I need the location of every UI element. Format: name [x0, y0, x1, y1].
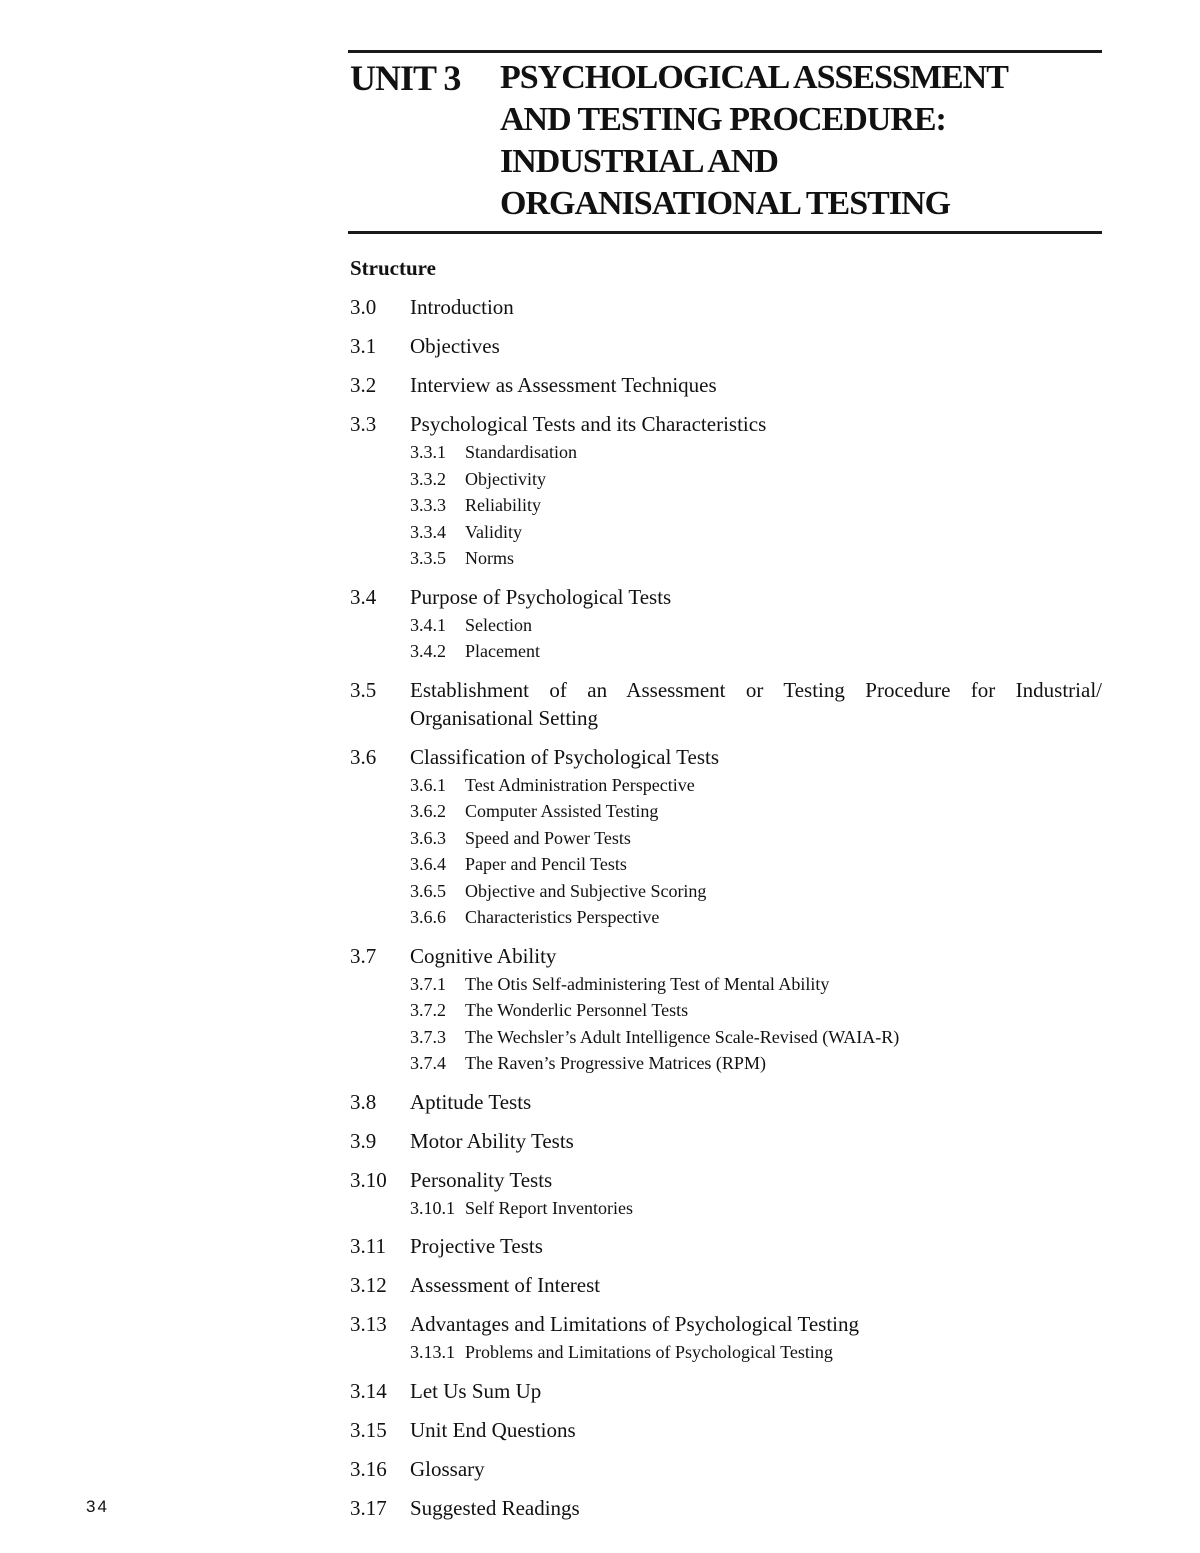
toc-subentry	[410, 904, 1102, 931]
toc-subentry	[410, 971, 1102, 998]
toc-entry-title: Aptitude Tests	[410, 1089, 532, 1114]
toc-entry-number: 3.4	[350, 584, 377, 609]
toc-entry-title: Classification of Psychological Tests	[410, 744, 720, 769]
toc-entry-number: 3.13	[350, 1312, 387, 1336]
toc-entry-row	[350, 410, 1102, 438]
unit-title: PSYCHOLOGICAL ASSESSMENT AND TESTING PROCEDURE: INDUSTRIAL AND ORGANISATIONAL TESTING	[500, 59, 1008, 222]
toc-subentry-list	[410, 971, 1102, 1077]
toc-subentry-number: 3.4.2	[410, 641, 446, 661]
toc-subentry-number: 3.6.4	[410, 854, 446, 874]
toc-entry-title: Projective Tests	[410, 1234, 543, 1258]
bottom-rule	[348, 231, 1102, 234]
toc-subentry-number: 3.3.4	[410, 521, 446, 542]
document-body	[348, 50, 1102, 1522]
toc-subentry-number: 3.10.1	[410, 1197, 455, 1218]
toc-subentry	[410, 1195, 1102, 1222]
toc-subentry	[410, 1339, 1102, 1366]
toc-entry-row	[350, 1127, 1102, 1155]
toc-entry-number: 3.10	[350, 1167, 387, 1192]
toc-entry-number: 3.9	[350, 1128, 377, 1153]
toc-subentry-number: 3.4.1	[410, 614, 446, 635]
toc-entry-title: Personality Tests	[410, 1167, 553, 1192]
toc-subentry-title: Paper and Pencil Tests	[465, 854, 627, 874]
toc-entry-title: Purpose of Psychological Tests	[410, 584, 672, 609]
toc-entry-title: Advantages and Limitations of Psychological Testing	[410, 1312, 859, 1336]
toc-entry	[350, 371, 1102, 399]
toc-subentry-title: Self Report Inventories	[465, 1197, 633, 1218]
toc-subentry-number: 3.13.1	[410, 1342, 455, 1362]
toc-entry-row	[350, 1232, 1102, 1260]
toc-subentry	[410, 519, 1102, 546]
toc-entry-title: Cognitive Ability	[410, 943, 557, 968]
toc-subentry-number: 3.6.1	[410, 774, 446, 795]
toc-subentry-title: Norms	[465, 548, 514, 568]
toc-subentry	[410, 851, 1102, 878]
toc-subentry	[410, 1050, 1102, 1077]
toc-entry	[350, 1271, 1102, 1299]
toc-subentry	[410, 545, 1102, 572]
toc-subentry-number: 3.6.5	[410, 880, 446, 901]
toc-subentry	[410, 612, 1102, 639]
toc-subentry-title: Problems and Limitations of Psychological Testing	[465, 1342, 833, 1362]
table-of-contents	[350, 293, 1102, 1522]
toc-entry-row	[350, 332, 1102, 360]
toc-subentry-number: 3.7.3	[410, 1026, 446, 1047]
toc-entry-row	[350, 1088, 1102, 1116]
toc-subentry-number: 3.3.1	[410, 442, 446, 462]
toc-subentry-title: Reliability	[465, 495, 541, 515]
toc-entry-row	[350, 676, 1102, 732]
toc-subentry	[410, 1024, 1102, 1051]
toc-subentry-list	[410, 772, 1102, 931]
toc-entry-number: 3.2	[350, 373, 377, 397]
toc-subentry-list	[410, 612, 1102, 665]
toc-subentry-title: The Wonderlic Personnel Tests	[465, 1000, 689, 1020]
toc-entry-title: Assessment of Interest	[410, 1273, 601, 1297]
toc-entry	[350, 942, 1102, 1077]
toc-subentry-number: 3.6.3	[410, 827, 446, 848]
toc-subentry-list	[410, 1195, 1102, 1222]
toc-entry-title: Interview as Assessment Techniques	[410, 373, 717, 397]
toc-subentry-title: Objective and Subjective Scoring	[465, 880, 707, 901]
toc-entry-row	[350, 1377, 1102, 1405]
toc-entry	[350, 1494, 1102, 1522]
toc-entry-number: 3.5	[350, 677, 377, 702]
toc-entry-number: 3.14	[350, 1378, 387, 1403]
toc-subentry-title: The Wechsler’s Adult Intelligence Scale-Revised (WAIA-R)	[465, 1026, 900, 1047]
toc-entry-row	[350, 293, 1102, 321]
toc-entry-title: Let Us Sum Up	[410, 1378, 542, 1403]
toc-subentry	[410, 878, 1102, 905]
toc-subentry-number: 3.7.1	[410, 973, 446, 994]
toc-subentry-number: 3.6.6	[410, 907, 446, 927]
toc-entry-number: 3.0	[350, 295, 377, 319]
toc-subentry	[410, 439, 1102, 466]
toc-subentry	[410, 466, 1102, 493]
toc-subentry	[410, 798, 1102, 825]
toc-entry	[350, 1377, 1102, 1405]
toc-subentry-number: 3.3.3	[410, 495, 446, 515]
toc-entry-row	[350, 583, 1102, 611]
toc-subentry-title: The Raven’s Progressive Matrices (RPM)	[465, 1053, 766, 1073]
toc-entry-title: Establishment of an Assessment or Testing Procedure for Industrial/ Organisational Setting	[410, 677, 1102, 730]
toc-entry-row	[350, 1271, 1102, 1299]
toc-subentry-title: Objectivity	[465, 468, 546, 489]
toc-subentry-list	[410, 1339, 1102, 1366]
toc-entry-title: Motor Ability Tests	[410, 1128, 574, 1153]
toc-entry	[350, 410, 1102, 572]
page-number: 34	[86, 1497, 109, 1516]
toc-entry	[350, 1232, 1102, 1260]
toc-subentry	[410, 997, 1102, 1024]
toc-entry-title: Objectives	[410, 334, 500, 358]
toc-entry-number: 3.12	[350, 1273, 387, 1297]
toc-entry-title: Psychological Tests and its Characteristics	[410, 412, 767, 436]
toc-entry-number: 3.17	[350, 1495, 387, 1520]
toc-subentry	[410, 825, 1102, 852]
toc-entry-row	[350, 743, 1102, 771]
toc-subentry-title: Validity	[465, 521, 522, 542]
toc-subentry-number: 3.3.2	[410, 468, 446, 489]
toc-entry-row	[350, 371, 1102, 399]
toc-subentry-title: Standardisation	[465, 442, 577, 462]
toc-entry	[350, 1310, 1102, 1366]
toc-entry	[350, 676, 1102, 732]
toc-entry-title: Glossary	[410, 1456, 485, 1481]
toc-subentry-number: 3.7.2	[410, 1000, 446, 1020]
toc-entry	[350, 293, 1102, 321]
toc-subentry-title: Test Administration Perspective	[465, 774, 695, 795]
toc-subentry	[410, 492, 1102, 519]
toc-entry-row	[350, 1455, 1102, 1483]
toc-entry-row	[350, 942, 1102, 970]
toc-subentry-title: Selection	[465, 614, 532, 635]
toc-entry-number: 3.1	[350, 334, 377, 358]
toc-entry-number: 3.7	[350, 943, 377, 968]
toc-entry-number: 3.15	[350, 1417, 387, 1442]
toc-subentry	[410, 638, 1102, 665]
toc-entry	[350, 1166, 1102, 1222]
toc-subentry-title: Speed and Power Tests	[465, 827, 631, 848]
structure-heading: Structure	[350, 256, 436, 280]
toc-subentry-title: Characteristics Perspective	[465, 907, 660, 927]
toc-entry	[350, 1416, 1102, 1444]
toc-entry-number: 3.8	[350, 1089, 377, 1114]
toc-entry-number: 3.16	[350, 1456, 387, 1481]
toc-subentry-number: 3.3.5	[410, 548, 446, 568]
toc-subentry	[410, 772, 1102, 799]
toc-subentry-title: The Otis Self-administering Test of Mental Ability	[465, 973, 830, 994]
toc-entry	[350, 743, 1102, 931]
toc-entry-row	[350, 1310, 1102, 1338]
toc-entry-title: Suggested Readings	[410, 1495, 580, 1520]
toc-entry-row	[350, 1166, 1102, 1194]
unit-heading	[348, 53, 1102, 231]
toc-subentry-list	[410, 439, 1102, 572]
unit-label: UNIT 3	[350, 58, 461, 98]
toc-entry	[350, 1455, 1102, 1483]
toc-entry-number: 3.6	[350, 744, 377, 769]
toc-entry-row	[350, 1416, 1102, 1444]
toc-entry	[350, 332, 1102, 360]
toc-entry	[350, 583, 1102, 665]
toc-entry-number: 3.11	[350, 1234, 386, 1258]
toc-entry-title: Unit End Questions	[410, 1417, 576, 1442]
toc-entry-number: 3.3	[350, 412, 377, 436]
toc-subentry-number: 3.6.2	[410, 801, 446, 821]
toc-subentry-title: Placement	[465, 641, 540, 661]
toc-subentry-title: Computer Assisted Testing	[465, 801, 659, 821]
toc-entry-row	[350, 1494, 1102, 1522]
toc-entry	[350, 1088, 1102, 1116]
toc-entry	[350, 1127, 1102, 1155]
toc-subentry-number: 3.7.4	[410, 1053, 446, 1073]
toc-entry-title: Introduction	[410, 295, 514, 319]
